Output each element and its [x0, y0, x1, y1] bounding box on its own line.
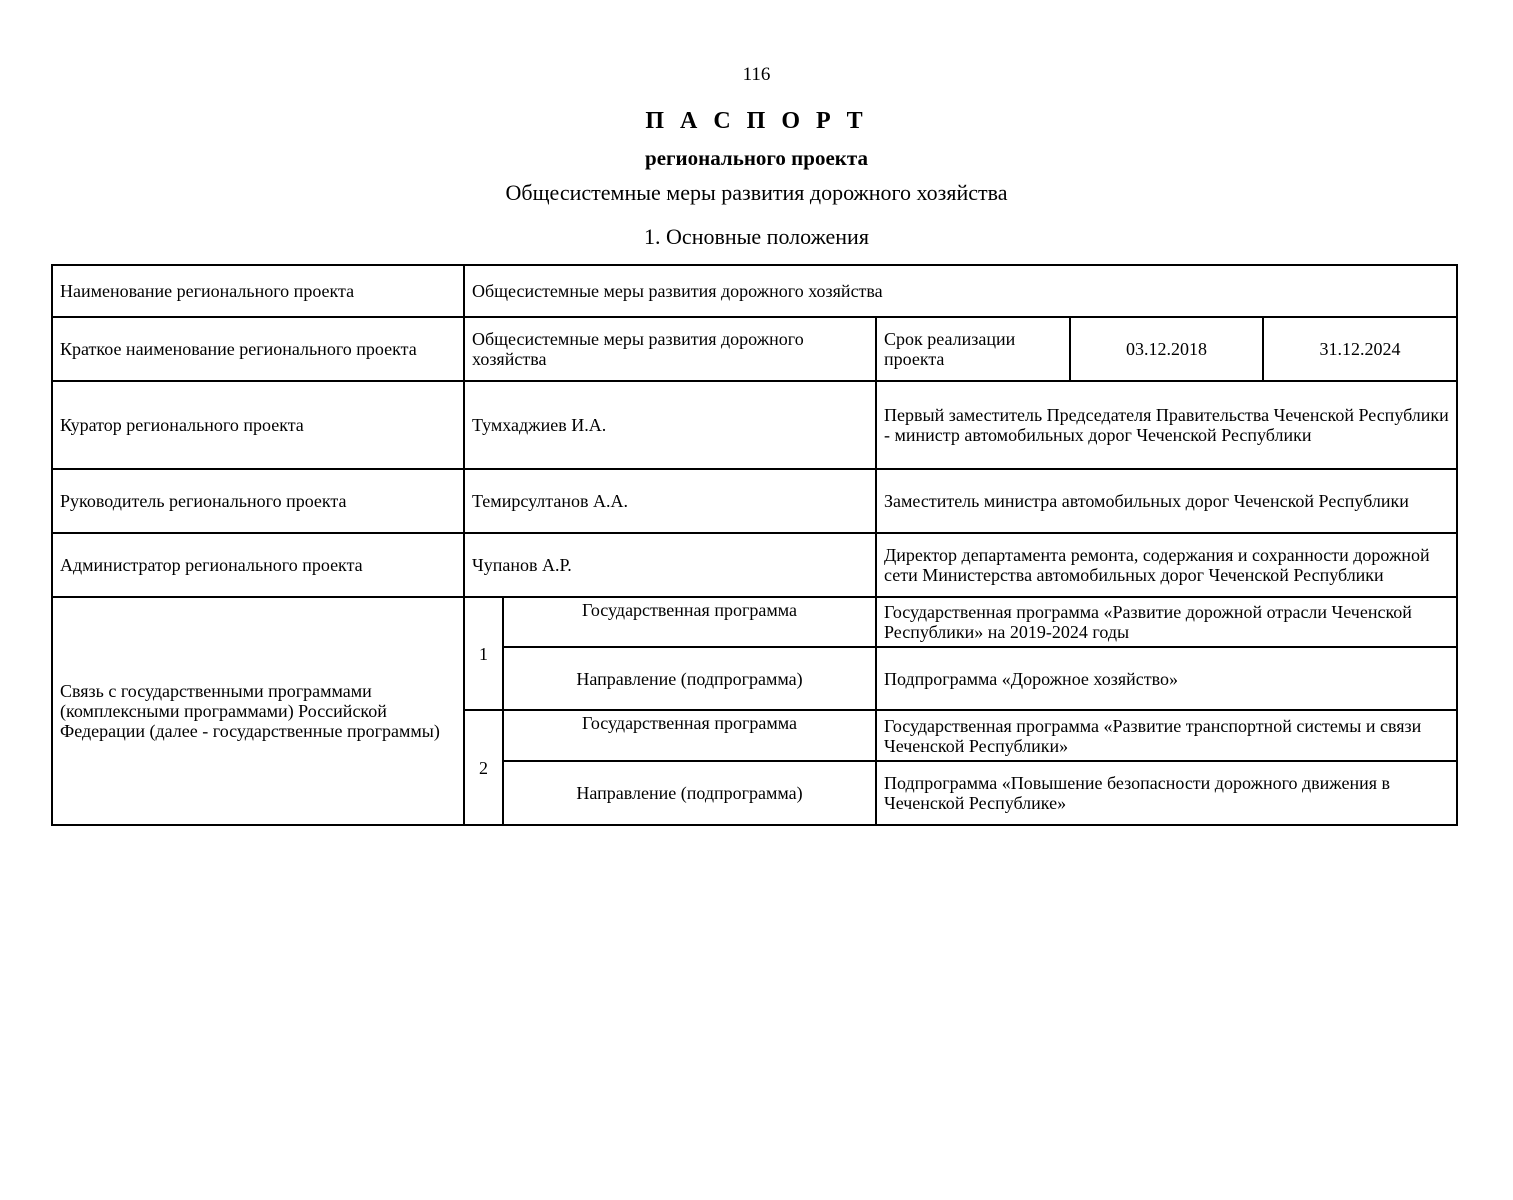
table-row-program-1 [52, 597, 1457, 647]
direction-value-2: Подпрограмма «Повышение безопасности дорожного движения в Чеченской Республике» [876, 761, 1457, 825]
short-name-value: Общесистемные меры развития дорожного хозяйства [464, 317, 876, 381]
section-heading: 1. Основные положения [644, 224, 869, 249]
project-name-value: Общесистемные меры развития дорожного хозяйства [464, 265, 1457, 317]
curator-position: Первый заместитель Председателя Правительства Чеченской Республики - министр автомобильных дорог Чеченской Республики [876, 381, 1457, 469]
project-name-heading: Общесистемные меры развития дорожного хозяйства [505, 180, 1008, 205]
programs-link-label: Связь с государственными программами (комплексными программами) Российской Федерации (далее - государственные программы) [52, 597, 464, 825]
head-label: Руководитель регионального проекта [52, 469, 464, 533]
program-type-label-2: Государственная программа [503, 710, 876, 761]
head-name: Темирсултанов А.А. [464, 469, 876, 533]
project-name-label: Наименование регионального проекта [52, 265, 464, 317]
administrator-name: Чупанов А.Р. [464, 533, 876, 597]
program-type-label-1: Государственная программа [503, 597, 876, 647]
table-row-short-name [52, 317, 1457, 381]
administrator-label: Администратор регионального проекта [52, 533, 464, 597]
direction-label-1: Направление (подпрограмма) [503, 647, 876, 710]
table-row-project-name [52, 265, 1457, 317]
administrator-position: Директор департамента ремонта, содержания и сохранности дорожной сети Министерства автомобильных дорог Чеченской Республики [876, 533, 1457, 597]
passport-table [51, 264, 1458, 826]
program-number-1: 1 [464, 597, 503, 710]
program-value-1: Государственная программа «Развитие дорожной отрасли Чеченской Республики» на 2019-2024 годы [876, 597, 1457, 647]
direction-label-2: Направление (подпрограмма) [503, 761, 876, 825]
table-row-curator [52, 381, 1457, 469]
document-title: П А С П О Р Т [645, 108, 868, 134]
table-row-head [52, 469, 1457, 533]
start-date: 03.12.2018 [1070, 317, 1263, 381]
program-value-2: Государственная программа «Развитие транспортной системы и связи Чеченской Республики» [876, 710, 1457, 761]
program-number-2: 2 [464, 710, 503, 825]
page-number: 116 [742, 64, 771, 85]
curator-label: Куратор регионального проекта [52, 381, 464, 469]
direction-value-1: Подпрограмма «Дорожное хозяйство» [876, 647, 1457, 710]
term-label: Срок реализации проекта [876, 317, 1070, 381]
table-row-administrator [52, 533, 1457, 597]
short-name-label: Краткое наименование регионального проекта [52, 317, 464, 381]
curator-name: Тумхаджиев И.А. [464, 381, 876, 469]
end-date: 31.12.2024 [1263, 317, 1457, 381]
head-position: Заместитель министра автомобильных дорог Чеченской Республики [876, 469, 1457, 533]
document-subtitle: регионального проекта [645, 146, 868, 170]
